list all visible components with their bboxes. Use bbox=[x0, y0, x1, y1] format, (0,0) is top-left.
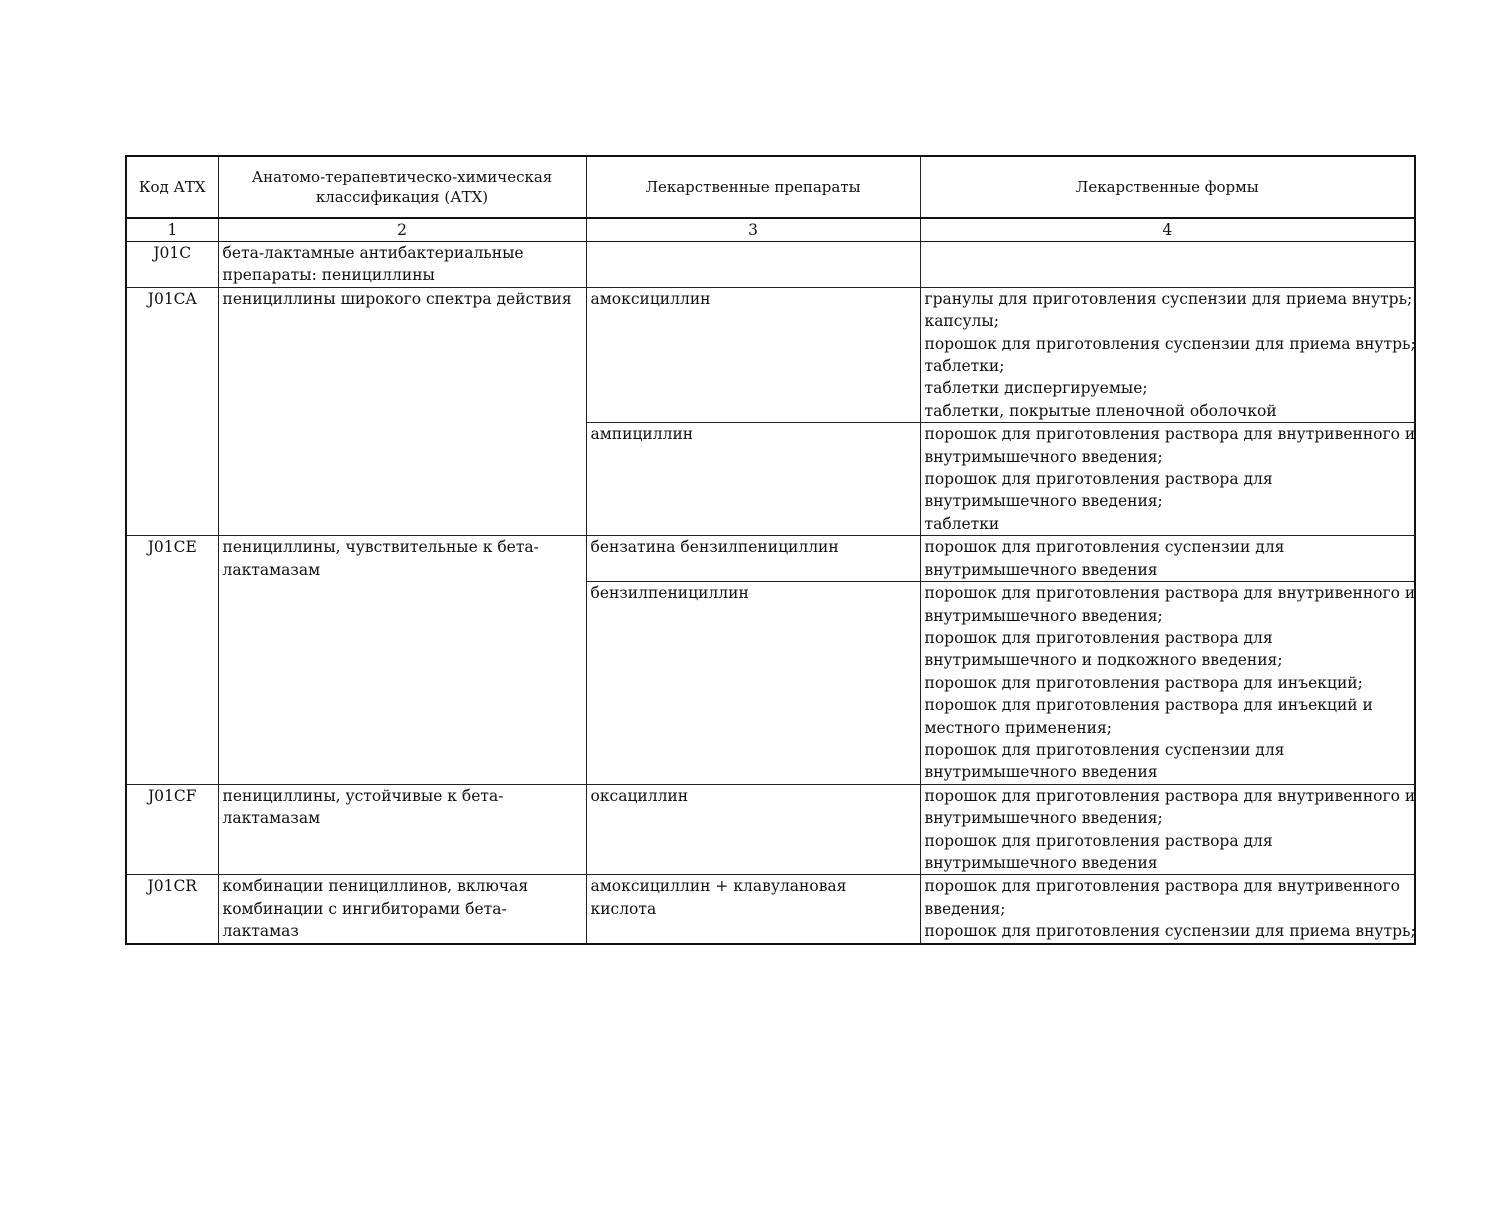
classification-cell: пенициллины, чувствительные к бета-лактамазам bbox=[218, 536, 586, 784]
drug-name-cell: бензилпенициллин bbox=[586, 582, 920, 785]
table-row bbox=[126, 242, 1415, 288]
dosage-form-line: внутримышечного введения bbox=[924, 853, 1158, 872]
dosage-form-line: гранулы для приготовления суспензии для приема внутрь; bbox=[924, 289, 1413, 308]
dosage-forms-cell bbox=[920, 423, 1415, 536]
dosage-form-line: порошок для приготовления суспензии для bbox=[924, 740, 1285, 759]
dosage-form-line: порошок для приготовления раствора для bbox=[924, 470, 1273, 489]
drug-name-cell: оксациллин bbox=[586, 784, 920, 875]
drug-name-cell: амоксициллин + клавулановая кислота bbox=[586, 875, 920, 944]
dosage-form-line: порошок для приготовления суспензии для bbox=[924, 538, 1285, 557]
drug-name-cell bbox=[586, 242, 920, 288]
dosage-form-line: введения; bbox=[924, 899, 1006, 918]
classification-cell: пенициллины, устойчивые к бета-лактамазам bbox=[218, 784, 586, 875]
dosage-form-line: порошок для приготовления раствора для bbox=[924, 628, 1273, 647]
classification-cell: комбинации пенициллинов, включая комбинации с ингибиторами бета-лактамаз bbox=[218, 875, 586, 944]
classification-cell: пенициллины широкого спектра действия bbox=[218, 287, 586, 535]
dosage-form-line: порошок для приготовления раствора для инъекций; bbox=[924, 673, 1363, 692]
dosage-form-line: внутримышечного введения; bbox=[924, 606, 1163, 625]
dosage-form-line: порошок для приготовления раствора для bbox=[924, 831, 1273, 850]
column-number: 4 bbox=[920, 218, 1415, 242]
dosage-forms-cell bbox=[920, 242, 1415, 288]
table-row bbox=[126, 287, 1415, 422]
dosage-form-line: таблетки bbox=[924, 514, 1000, 533]
atc-code-cell: J01CA bbox=[126, 287, 218, 535]
column-number: 2 bbox=[218, 218, 586, 242]
drug-name-cell: ампициллин bbox=[586, 423, 920, 536]
dosage-form-line: капсулы; bbox=[924, 312, 999, 331]
dosage-forms-cell bbox=[920, 536, 1415, 582]
dosage-form-line: внутримышечного и подкожного введения; bbox=[924, 651, 1283, 670]
atc-code-cell: J01C bbox=[126, 242, 218, 288]
dosage-form-line: порошок для приготовления раствора для внутривенного и bbox=[924, 425, 1416, 444]
dosage-form-line: порошок для приготовления раствора для внутривенного и bbox=[924, 584, 1416, 603]
document-page bbox=[125, 155, 1416, 945]
dosage-form-line: внутримышечного введения; bbox=[924, 447, 1163, 466]
atc-drug-table bbox=[125, 155, 1416, 945]
dosage-form-line: внутримышечного введения; bbox=[924, 809, 1163, 828]
header-forms: Лекарственные формы bbox=[920, 156, 1415, 218]
table-body bbox=[126, 242, 1415, 944]
dosage-form-line: порошок для приготовления раствора для инъекций и bbox=[924, 696, 1373, 715]
header-drugs: Лекарственные препараты bbox=[586, 156, 920, 218]
column-number: 3 bbox=[586, 218, 920, 242]
dosage-form-line: местного применения; bbox=[924, 718, 1113, 737]
dosage-form-line: таблетки; bbox=[924, 357, 1005, 376]
header-row bbox=[126, 156, 1415, 218]
dosage-forms-cell bbox=[920, 287, 1415, 422]
dosage-forms-cell bbox=[920, 582, 1415, 785]
column-number-row bbox=[126, 218, 1415, 242]
dosage-form-line: внутримышечного введения bbox=[924, 560, 1158, 579]
dosage-form-line: таблетки, покрытые пленочной оболочкой bbox=[924, 401, 1277, 420]
dosage-form-line: порошок для приготовления суспензии для приема внутрь; bbox=[924, 922, 1416, 941]
table-row bbox=[126, 875, 1415, 944]
dosage-form-line: внутримышечного введения bbox=[924, 763, 1158, 782]
dosage-forms-cell bbox=[920, 875, 1415, 944]
drug-name-cell: амоксициллин bbox=[586, 287, 920, 422]
dosage-forms-cell bbox=[920, 784, 1415, 875]
classification-cell: бета-лактамные антибактериальные препараты: пенициллины bbox=[218, 242, 586, 288]
table-row bbox=[126, 536, 1415, 582]
dosage-form-line: порошок для приготовления раствора для внутривенного bbox=[924, 877, 1400, 896]
dosage-form-line: порошок для приготовления суспензии для приема внутрь; bbox=[924, 334, 1416, 353]
drug-name-cell: бензатина бензилпенициллин bbox=[586, 536, 920, 582]
atc-code-cell: J01CF bbox=[126, 784, 218, 875]
column-number: 1 bbox=[126, 218, 218, 242]
header-classification: Анатомо-терапевтическо-химическая классификация (АТХ) bbox=[218, 156, 586, 218]
header-atc-code: Код АТХ bbox=[126, 156, 218, 218]
dosage-form-line: порошок для приготовления раствора для внутривенного и bbox=[924, 786, 1416, 805]
table-row bbox=[126, 784, 1415, 875]
atc-code-cell: J01CR bbox=[126, 875, 218, 944]
atc-code-cell: J01CE bbox=[126, 536, 218, 784]
dosage-form-line: внутримышечного введения; bbox=[924, 492, 1163, 511]
dosage-form-line: таблетки диспергируемые; bbox=[924, 379, 1148, 398]
